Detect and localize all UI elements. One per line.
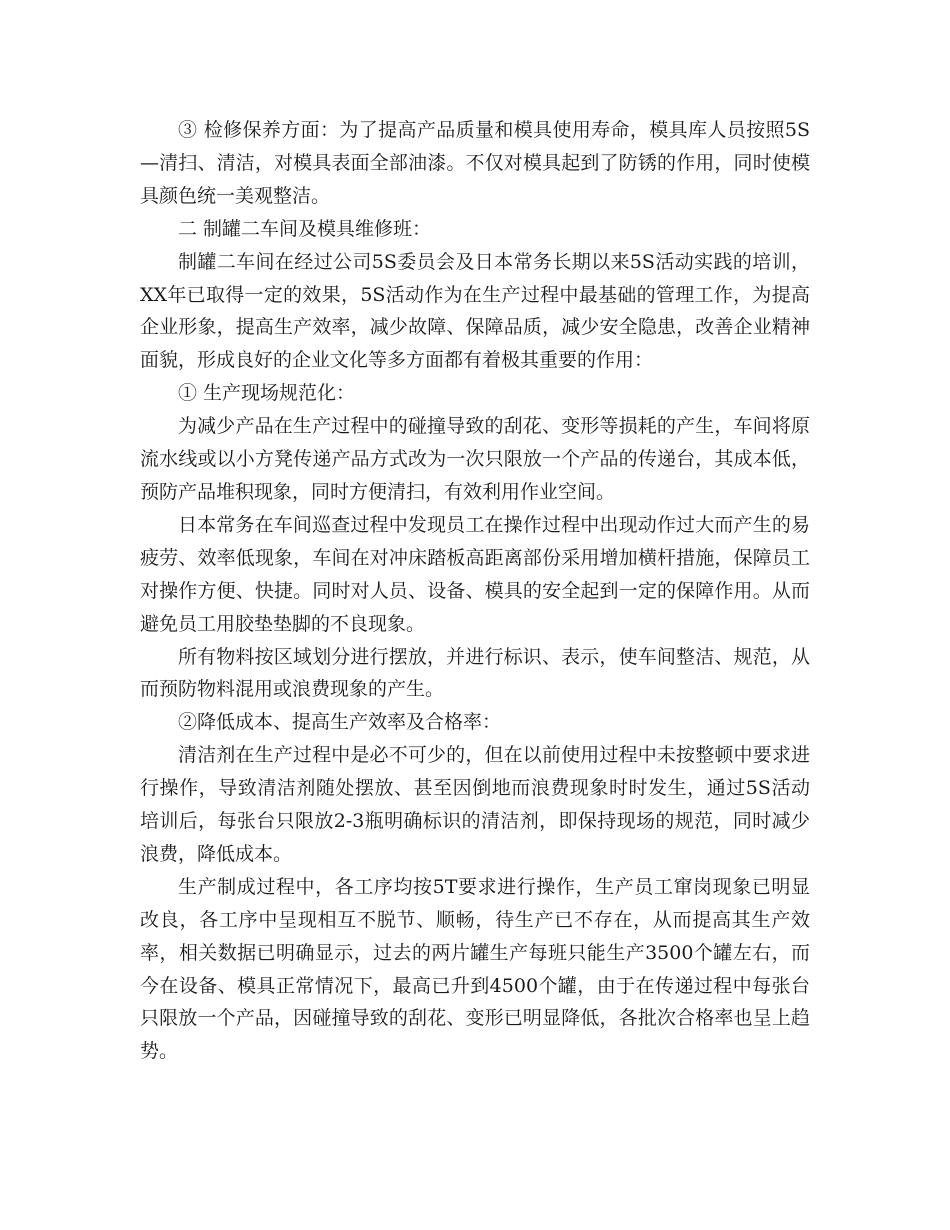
paragraph-production-efficiency: 生产制成过程中，各工序均按5T要求进行操作，生产员工窜岗现象已明显改良，各工序中呈现相互不脱节、顺畅，待生产已不存在，从而提高其生产效率，相关数据已明确显示，过去的两片罐生产每班只能生产3500个罐左右，而今在设备、模具正常情况下，最高已升到4500个罐，由于在传递过程中每张台只限放一个产品，因碰撞导致的刮花、变形已明显降低，各批次合格率也呈上趋势。	[140, 875, 810, 1063]
paragraph-press-pedal: 日本常务在车间巡查过程中发现员工在操作过程中出现动作过大而产生的易疲劳、效率低现象，车间在对冲床踏板高距离部份采用增加横杆措施，保障员工对操作方便、快捷。同时对人员、设备、模具的安全起到一定的保障作用。从而避免员工用胶垫垫脚的不良现象。	[140, 513, 810, 635]
paragraph-material-zoning: 所有物料按区域划分进行摆放，并进行标识、表示，使车间整洁、规范，从而预防物料混用或浪费现象的产生。	[140, 645, 810, 701]
paragraph-transfer-table: 为减少产品在生产过程中的碰撞导致的刮花、变形等损耗的产生，车间将原流水线或以小方凳传递产品方式改为一次只限放一个产品的传递台，其成本低，预防产品堆积现象，同时方便清扫，有效利用作业空间。	[140, 415, 810, 503]
paragraph-cleaning-agent: 清洁剂在生产过程中是必不可少的，但在以前使用过程中未按整顿中要求进行操作，导致清洁剂随处摆放、甚至因倒地而浪费现象时时发生，通过5S活动培训后，每张台只限放2-3瓶明确标识的清洁剂，即保持现场的规范，同时减少浪费，降低成本。	[140, 744, 810, 865]
subheading-site-standardization: ① 生产现场规范化：	[178, 382, 356, 405]
subheading-cost-efficiency: ②降低成本、提高生产效率及合格率：	[178, 711, 502, 734]
paragraph-maintenance: ③ 检修保养方面：为了提高产品质量和模具使用寿命，模具库人员按照5S—清扫、清洁，对模具表面全部油漆。不仅对模具起到了防锈的作用，同时使模具颜色统一美观整洁。	[140, 119, 810, 207]
document-body	[140, 114, 810, 1068]
paragraph-workshop-intro: 制罐二车间在经过公司5S委员会及日本常务长期以来5S活动实践的培训，XX年已取得一定的效果，5S活动作为在生产过程中最基础的管理工作，为提高企业形象，提高生产效率，减少故障、保障品质，减少安全隐患，改善企业精神面貌，形成良好的企业文化等多方面都有着极其重要的作用：	[140, 250, 810, 372]
section-heading-workshop-2: 二 制罐二车间及模具维修班：	[178, 217, 432, 240]
